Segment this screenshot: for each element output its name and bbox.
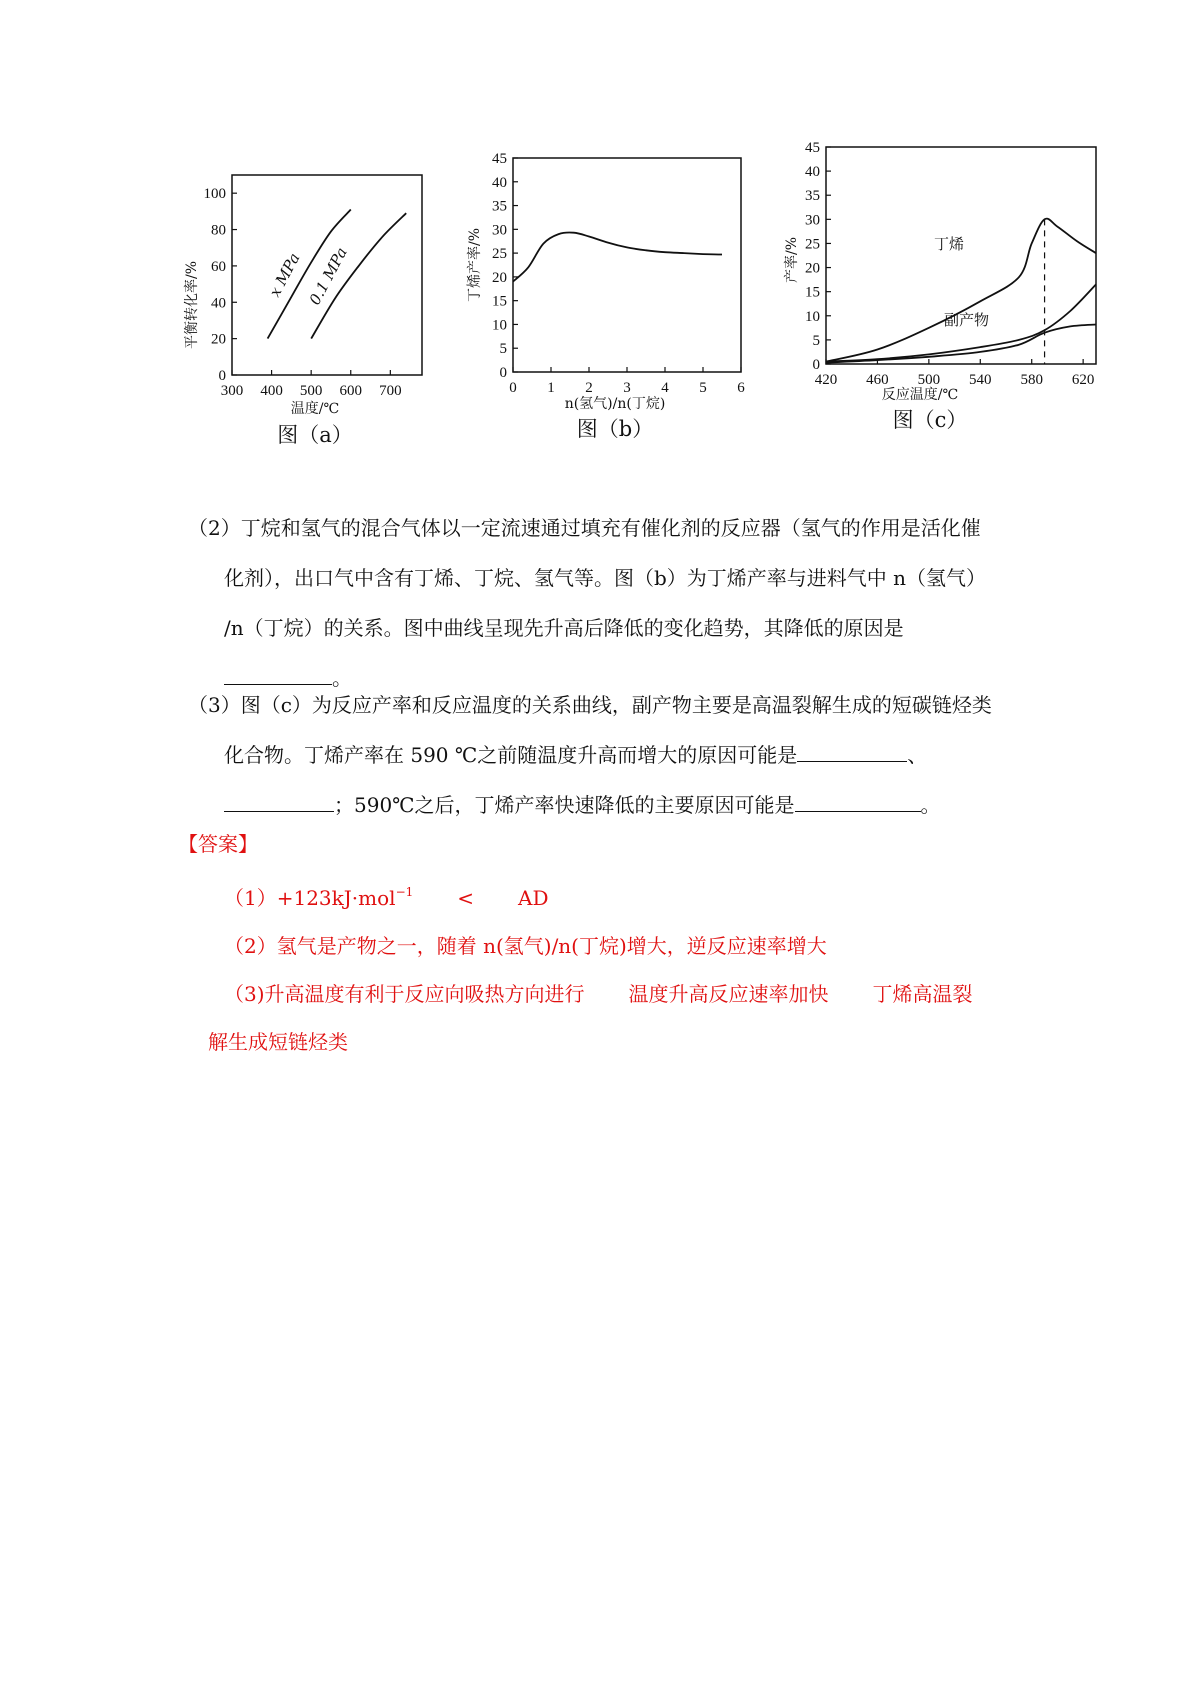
fa-ytick-label: 100: [203, 186, 226, 203]
fc-series-line: [826, 325, 1096, 363]
figure-c: [780, 135, 1140, 445]
figure-a-ylabel: 平衡转化率/%: [184, 260, 200, 350]
q3-line-1: （3）图（c）为反应产率和反应温度的关系曲线，副产物主要是高温裂解生成的短碳链烃类: [188, 693, 992, 717]
fb-xtick-label: 0: [509, 380, 517, 396]
fc-ytick-label: 25: [805, 236, 820, 253]
q3-answer-blank-1[interactable]: [797, 739, 907, 762]
fb-ytick-label: 10: [492, 317, 507, 334]
fc-xtick-label: 620: [1071, 372, 1095, 388]
fa-xtick-label: 700: [379, 383, 402, 399]
fc-curve-label: 丁烯: [934, 235, 965, 253]
figure-a-xlabel: 温度/℃: [290, 401, 340, 417]
fb-ytick-label: 35: [492, 198, 507, 215]
fa-ytick-label: 40: [211, 295, 226, 312]
figure-b-frame: [513, 158, 741, 372]
fb-ytick-label: 20: [492, 269, 507, 286]
q3-answer-blank-2[interactable]: [224, 789, 334, 812]
figure-b-caption: 图（b）: [576, 417, 654, 441]
fc-xtick-label: 500: [917, 372, 941, 388]
fa-ytick-label: 60: [211, 258, 226, 275]
q3-line-2-text: 化合物。丁烯产率在 590 ℃之前随温度升高而增大的原因可能是: [224, 743, 798, 767]
figure-c-svg: [780, 135, 1140, 445]
fc-curve-label: 副产物: [944, 311, 990, 329]
figure-a: [180, 160, 440, 460]
answer-3-part-2: 温度升高反应速率加快: [628, 982, 829, 1006]
q3-line-2: [188, 730, 1028, 780]
fc-xtick-label: 540: [969, 372, 992, 388]
figure-c-xlabel: 反应温度/℃: [881, 387, 959, 403]
fc-ytick-label: 0: [812, 357, 820, 373]
fa-xtick-label: 600: [339, 383, 362, 399]
fb-xtick-label: 5: [699, 380, 707, 396]
q3-line-2-sep: 、: [907, 743, 928, 767]
figure-c-frame: [826, 147, 1096, 364]
q2-end-punct: 。: [332, 666, 352, 690]
figure-b-ylabel: 丁烯产率/%: [467, 227, 483, 303]
fb-ytick-label: 15: [492, 293, 507, 310]
question-2: [188, 503, 1028, 703]
fb-ytick-label: 25: [492, 246, 507, 263]
answer-2: （2）氢气是产物之一，随着 n(氢气)/n(丁烷)增大，逆反应速率增大: [224, 934, 827, 958]
fb-ytick-label: 5: [499, 341, 507, 358]
fa-curve-label: 0.1 MPa: [305, 244, 351, 308]
answer-1-sign: <: [457, 886, 475, 910]
answer-3-part-3: 丁烯高温裂: [872, 982, 973, 1006]
fc-ytick-label: 5: [812, 332, 820, 349]
fc-ytick-label: 45: [805, 140, 820, 156]
fa-ytick-label: 20: [211, 331, 226, 348]
answer-3-part-1: （3)升高温度有利于反应向吸热方向进行: [224, 982, 585, 1006]
fc-xtick-label: 580: [1020, 372, 1043, 388]
figure-c-ylabel: 产率/%: [784, 236, 800, 284]
answer-section: [178, 820, 1018, 1066]
fc-ytick-label: 20: [805, 260, 820, 277]
q3-line-3-end: 。: [920, 793, 941, 817]
fb-ytick-label: 0: [499, 365, 507, 381]
fb-xtick-label: 4: [661, 380, 669, 396]
fa-ytick-label: 80: [211, 222, 226, 239]
fc-xtick-label: 460: [866, 372, 889, 388]
fb-ytick-label: 40: [492, 174, 507, 191]
figure-a-svg: [180, 160, 440, 460]
fb-xtick-label: 2: [585, 380, 593, 396]
fb-xtick-label: 3: [623, 380, 631, 396]
fb-ytick-label: 45: [492, 151, 507, 167]
fc-ytick-label: 40: [805, 164, 820, 181]
figure-b-svg: [455, 140, 755, 450]
figure-b: [455, 140, 755, 450]
answer-3-cont: 解生成短链烃类: [208, 1030, 348, 1054]
figure-a-caption: 图（a）: [277, 423, 353, 447]
q2-line-2: 化剂），出口气中含有丁烯、丁烷、氢气等。图（b）为丁烯产率与进料气中 n（氢气）: [224, 566, 987, 590]
fa-ytick-label: 0: [218, 368, 226, 384]
answer-1-value: （1）+123kJ·mol: [224, 886, 396, 910]
question-3: [188, 680, 1028, 830]
answer-heading: 【答案】: [178, 832, 258, 856]
answer-1-choice: AD: [518, 886, 549, 910]
figure-b-xlabel: n(氢气)/n(丁烷): [564, 396, 666, 412]
fb-ytick-label: 30: [492, 222, 507, 239]
answer-1: [178, 868, 1018, 922]
fa-xtick-label: 300: [220, 383, 244, 399]
answer-1-sup: −1: [395, 885, 414, 899]
q2-line-1: （2）丁烷和氢气的混合气体以一定流速通过填充有催化剂的反应器（氢气的作用是活化催: [188, 516, 981, 540]
fc-ytick-label: 30: [805, 212, 820, 229]
figure-c-caption: 图（c）: [892, 408, 968, 432]
fc-ytick-label: 35: [805, 188, 820, 205]
fa-xtick-label: 500: [299, 383, 323, 399]
fc-ytick-label: 15: [805, 284, 820, 301]
answer-3: [178, 970, 1018, 1018]
fc-ytick-label: 10: [805, 308, 820, 325]
fa-curve-label: x MPa: [265, 249, 304, 300]
q3-answer-blank-3[interactable]: [795, 789, 921, 812]
q2-line-3: /n（丁烷）的关系。图中曲线呈现先升高后降低的变化趋势，其降低的原因是: [224, 616, 904, 640]
fa-xtick-label: 400: [260, 383, 283, 399]
fb-xtick-label: 1: [547, 380, 555, 396]
q3-line-3-text: ；590℃之后，丁烯产率快速降低的主要原因可能是: [334, 793, 795, 817]
fb-series-line: [513, 232, 722, 281]
fc-xtick-label: 420: [814, 372, 838, 388]
fb-xtick-label: 6: [737, 380, 745, 396]
